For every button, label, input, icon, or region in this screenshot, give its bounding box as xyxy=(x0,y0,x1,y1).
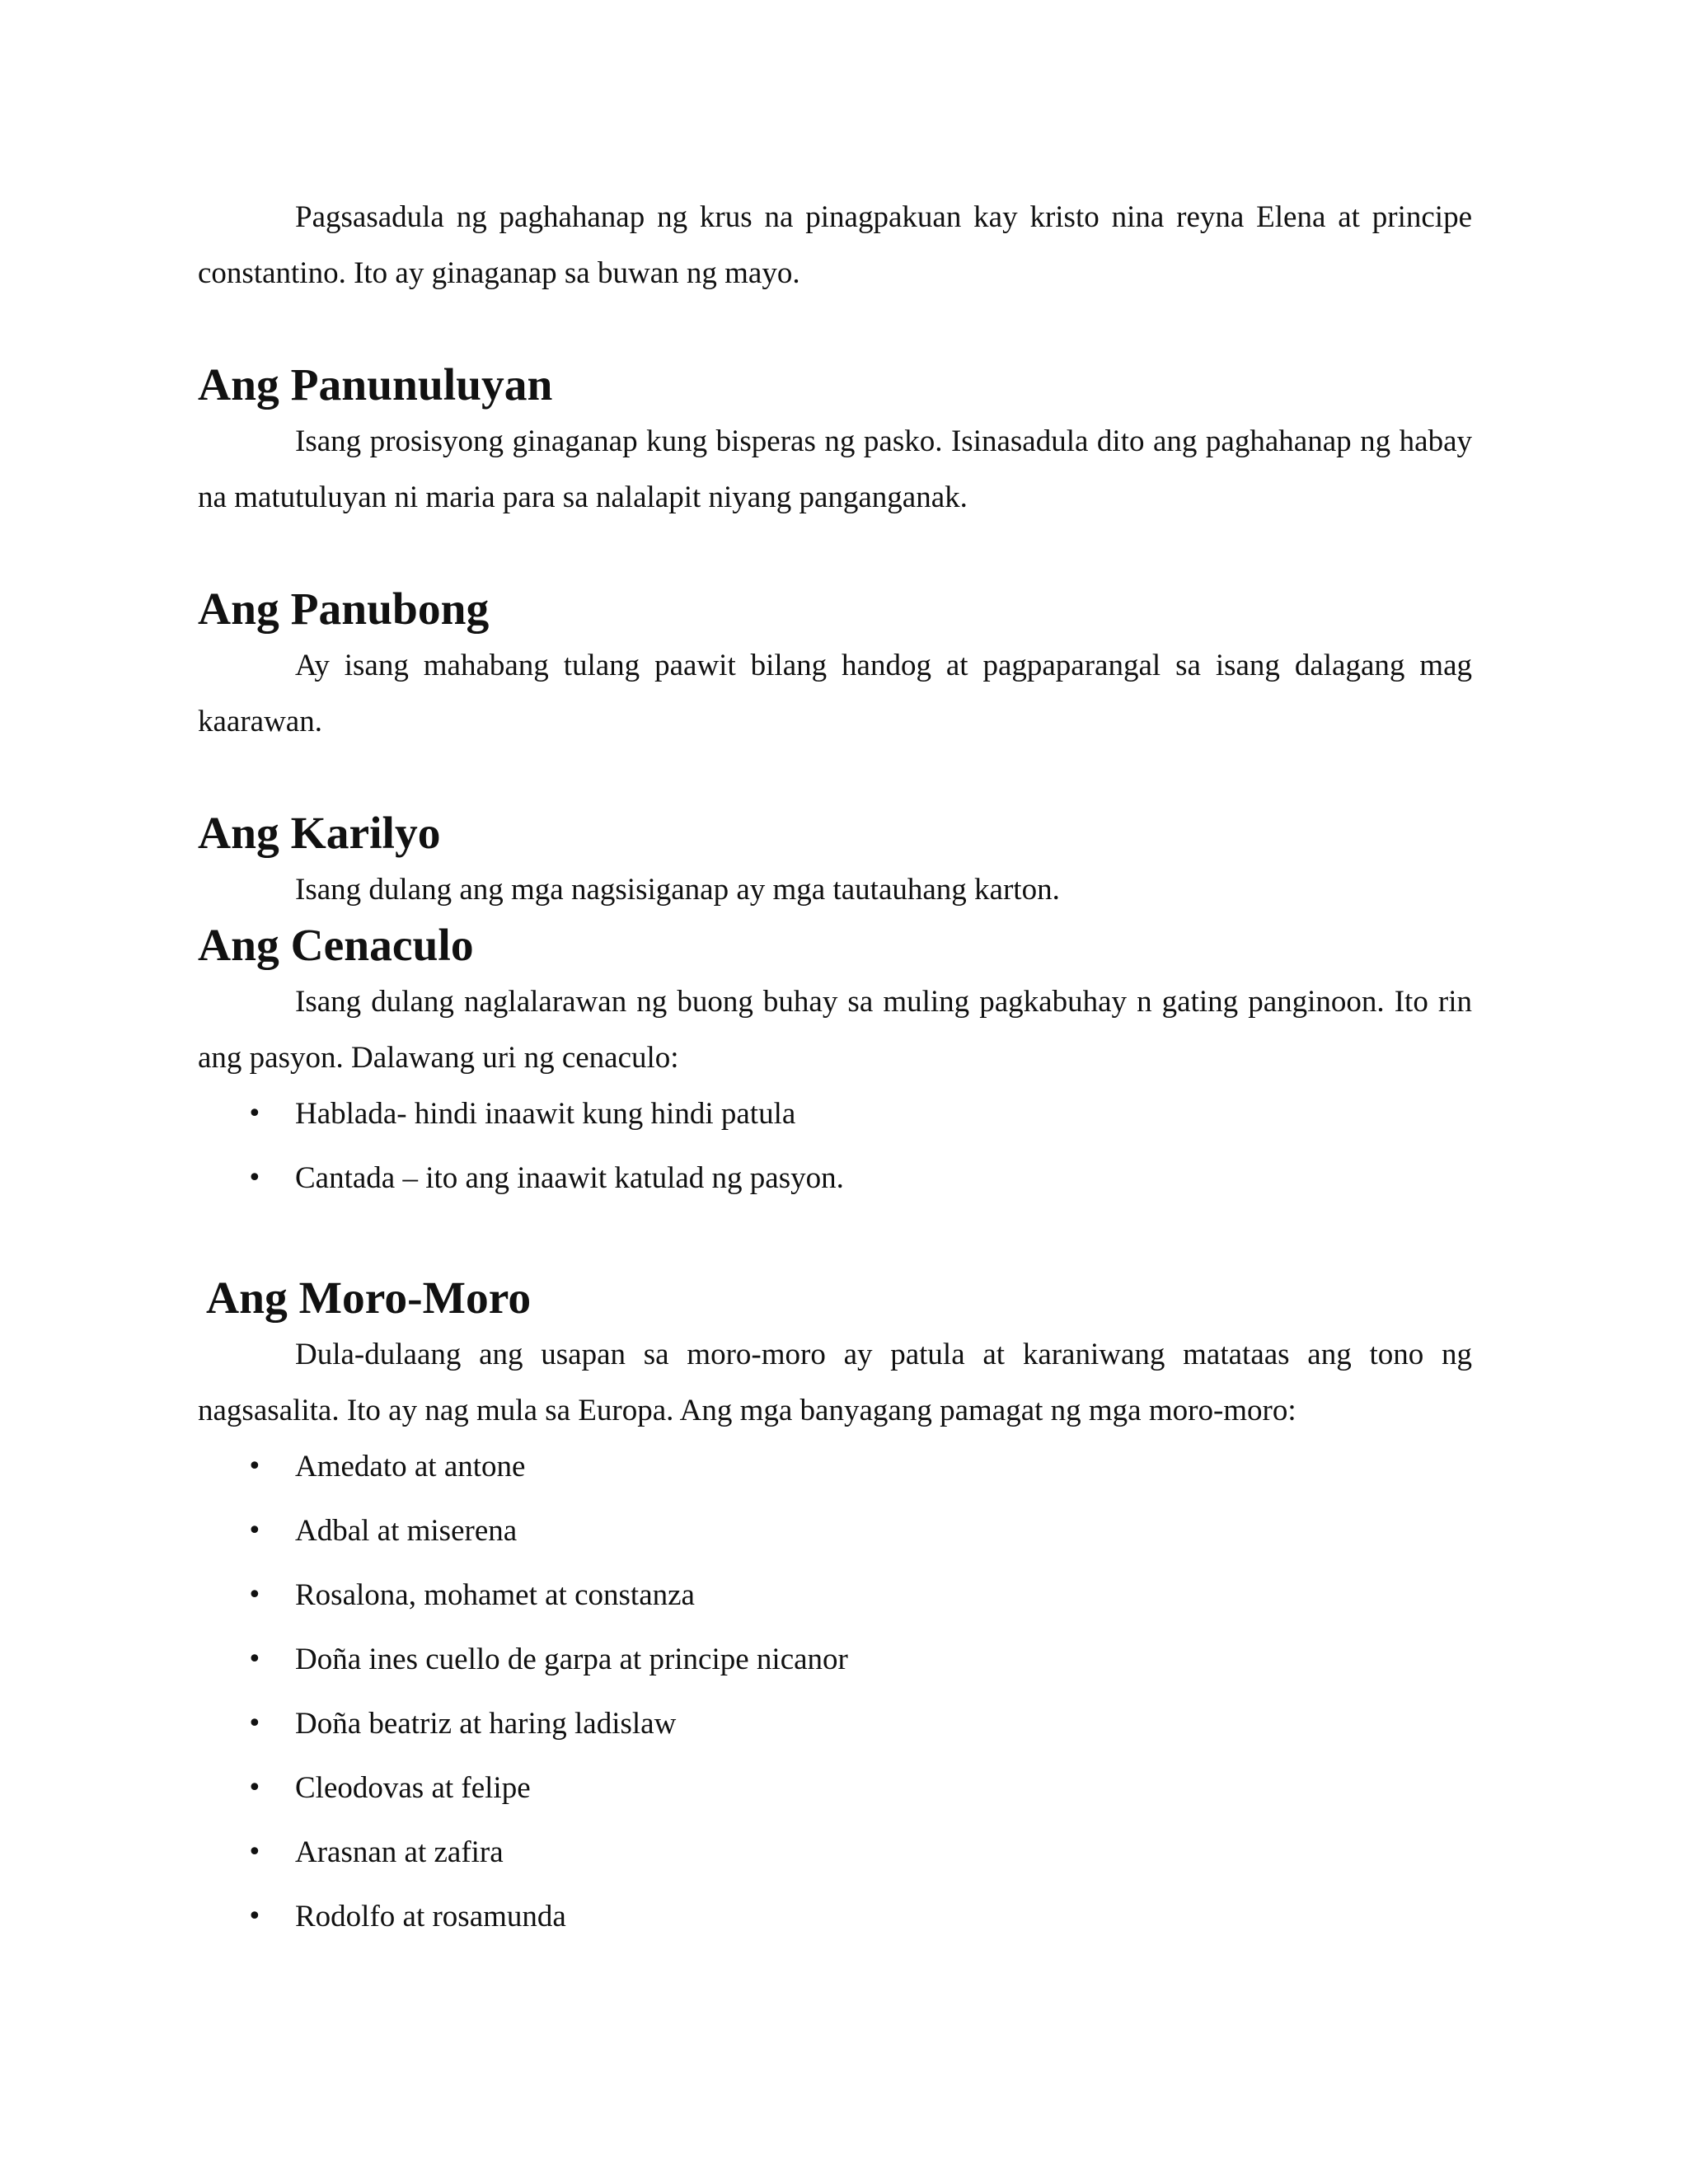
section-paragraph-karilyo: Isang dulang ang mga nagsisiganap ay mga tautauhang karton. xyxy=(295,873,1060,907)
section-paragraph-panunuluyan: Isang prosisyong ginaganap kung bisperas ng pasko. Isinasadula dito ang paghahanap ng habay na matutuluyan ni maria para sa nalalapit niyang panganganak. xyxy=(198,424,1472,514)
list-item: • Rodolfo at rosamunda xyxy=(198,1889,1472,1945)
section-paragraph-panubong: Ay isang mahabang tulang paawit bilang handog at pagpaparangal sa isang dalagang mag kaarawan. xyxy=(198,649,1472,738)
section-spacer xyxy=(198,750,1472,806)
section-title-panunuluyan: Ang Panunuluyan xyxy=(198,360,553,410)
section-title-cenaculo: Ang Cenaculo xyxy=(198,921,474,971)
intro-paragraph: Pagsasadula ng paghahanap ng krus na pinagpakuan kay kristo nina reyna Elena at principe constantino. Ito ay ginaganap sa buwan ng mayo. xyxy=(198,200,1472,290)
section-spacer xyxy=(198,526,1472,582)
cenaculo-list xyxy=(198,1086,1472,1207)
list-item: • Adbal at miserena xyxy=(198,1503,1472,1559)
moro-moro-list xyxy=(198,1439,1472,1945)
document-page xyxy=(198,190,1472,1953)
list-item: • Cantada – ito ang inaawit katulad ng pasyon. xyxy=(198,1151,1472,1207)
list-item: • Rosalona, mohamet at constanza xyxy=(198,1568,1472,1624)
list-item: • Doña ines cuello de garpa at principe nicanor xyxy=(198,1632,1472,1688)
section-spacer xyxy=(198,1215,1472,1271)
list-item: • Arasnan at zafira xyxy=(198,1825,1472,1881)
section-paragraph-moro-moro: Dula-dulaang ang usapan sa moro-moro ay patula at karaniwang matataas ang tono ng nagsasalita. Ito ay nag mula sa Europa. Ang mga banyagang pamagat ng mga moro-moro: xyxy=(198,1338,1472,1427)
section-title-karilyo: Ang Karilyo xyxy=(198,808,441,859)
list-item: • Hablada- hindi inaawit kung hindi patula xyxy=(198,1086,1472,1142)
section-paragraph-cenaculo: Isang dulang naglalarawan ng buong buhay sa muling pagkabuhay n gating panginoon. Ito rin ang pasyon. Dalawang uri ng cenaculo: xyxy=(198,985,1472,1075)
section-title-moro-moro: Ang Moro-Moro xyxy=(206,1273,532,1324)
list-item: • Amedato at antone xyxy=(198,1439,1472,1495)
list-item: • Doña beatriz at haring ladislaw xyxy=(198,1696,1472,1752)
section-spacer xyxy=(198,302,1472,358)
section-title-panubong: Ang Panubong xyxy=(198,584,490,635)
list-item: • Cleodovas at felipe xyxy=(198,1760,1472,1816)
